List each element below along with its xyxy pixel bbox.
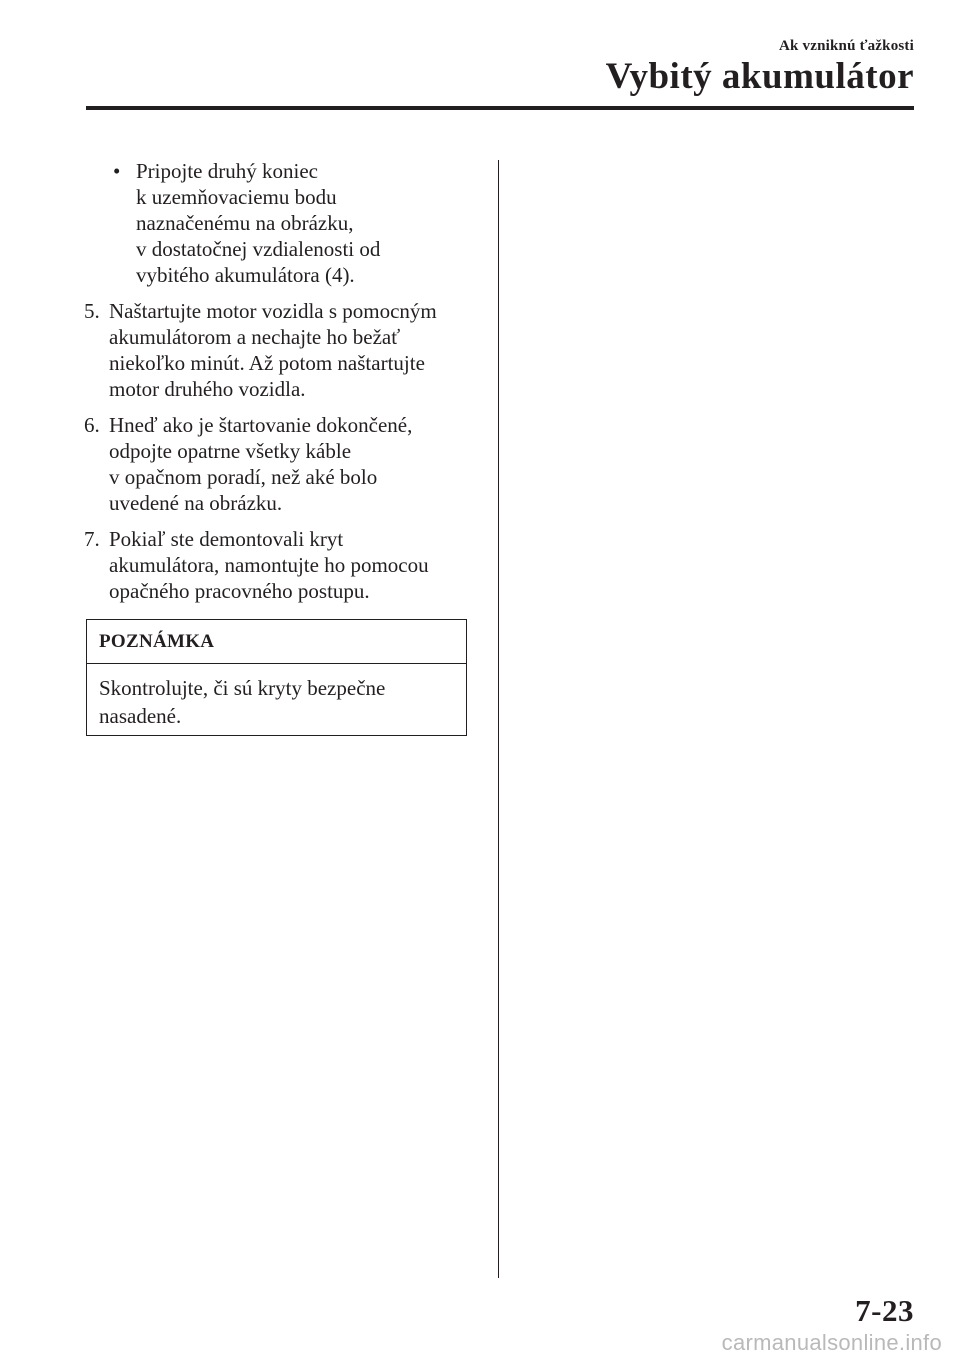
page-title: Vybitý akumulátor [605, 56, 914, 97]
bullet-item [86, 158, 471, 288]
section-title: Ak vzniknú ťažkosti [779, 38, 914, 54]
step-line: akumulátora, namontujte ho pomocou [109, 553, 429, 577]
step-item-5 [86, 298, 471, 402]
step-item-7 [86, 526, 471, 604]
step-line: motor druhého vozidla. [109, 377, 306, 401]
note-body [87, 664, 466, 730]
step-line: Naštartujte motor vozidla s pomocným [109, 299, 437, 323]
step-item-6 [86, 412, 471, 516]
step-line: v opačnom poradí, než aké bolo [109, 465, 378, 489]
page-number: 7-23 [855, 1293, 914, 1328]
note-box [86, 619, 467, 736]
column-divider [498, 160, 499, 1278]
note-heading: POZNÁMKA [87, 620, 466, 664]
note-line: nasadené. [99, 704, 182, 728]
bullet-line: v dostatočnej vzdialenosti od [136, 237, 381, 261]
bullet-icon: • [113, 159, 121, 183]
step-line: Hneď ako je štartovanie dokončené, [109, 413, 413, 437]
bullet-line: k uzemňovaciemu bodu [136, 185, 337, 209]
step-line: Pokiaľ ste demontovali kryt [109, 527, 344, 551]
step-number: 7. [84, 527, 100, 551]
step-line: niekoľko minút. Až potom naštartujte [109, 351, 425, 375]
bullet-line: Pripojte druhý koniec [136, 159, 318, 183]
step-line: uvedené na obrázku. [109, 491, 283, 515]
bullet-line: vybitého akumulátora (4). [136, 263, 355, 287]
step-line: akumulátorom a nechajte ho bežať [109, 325, 401, 349]
header-rule [86, 106, 914, 110]
watermark-text: carmanualsonline.info [721, 1330, 942, 1355]
step-line: opačného pracovného postupu. [109, 579, 370, 603]
instructions-column [86, 158, 471, 614]
step-line: odpojte opatrne všetky káble [109, 439, 352, 463]
step-number: 6. [84, 413, 100, 437]
step-number: 5. [84, 299, 100, 323]
note-line: Skontrolujte, či sú kryty bezpečne [99, 676, 386, 700]
bullet-line: naznačenému na obrázku, [136, 211, 354, 235]
